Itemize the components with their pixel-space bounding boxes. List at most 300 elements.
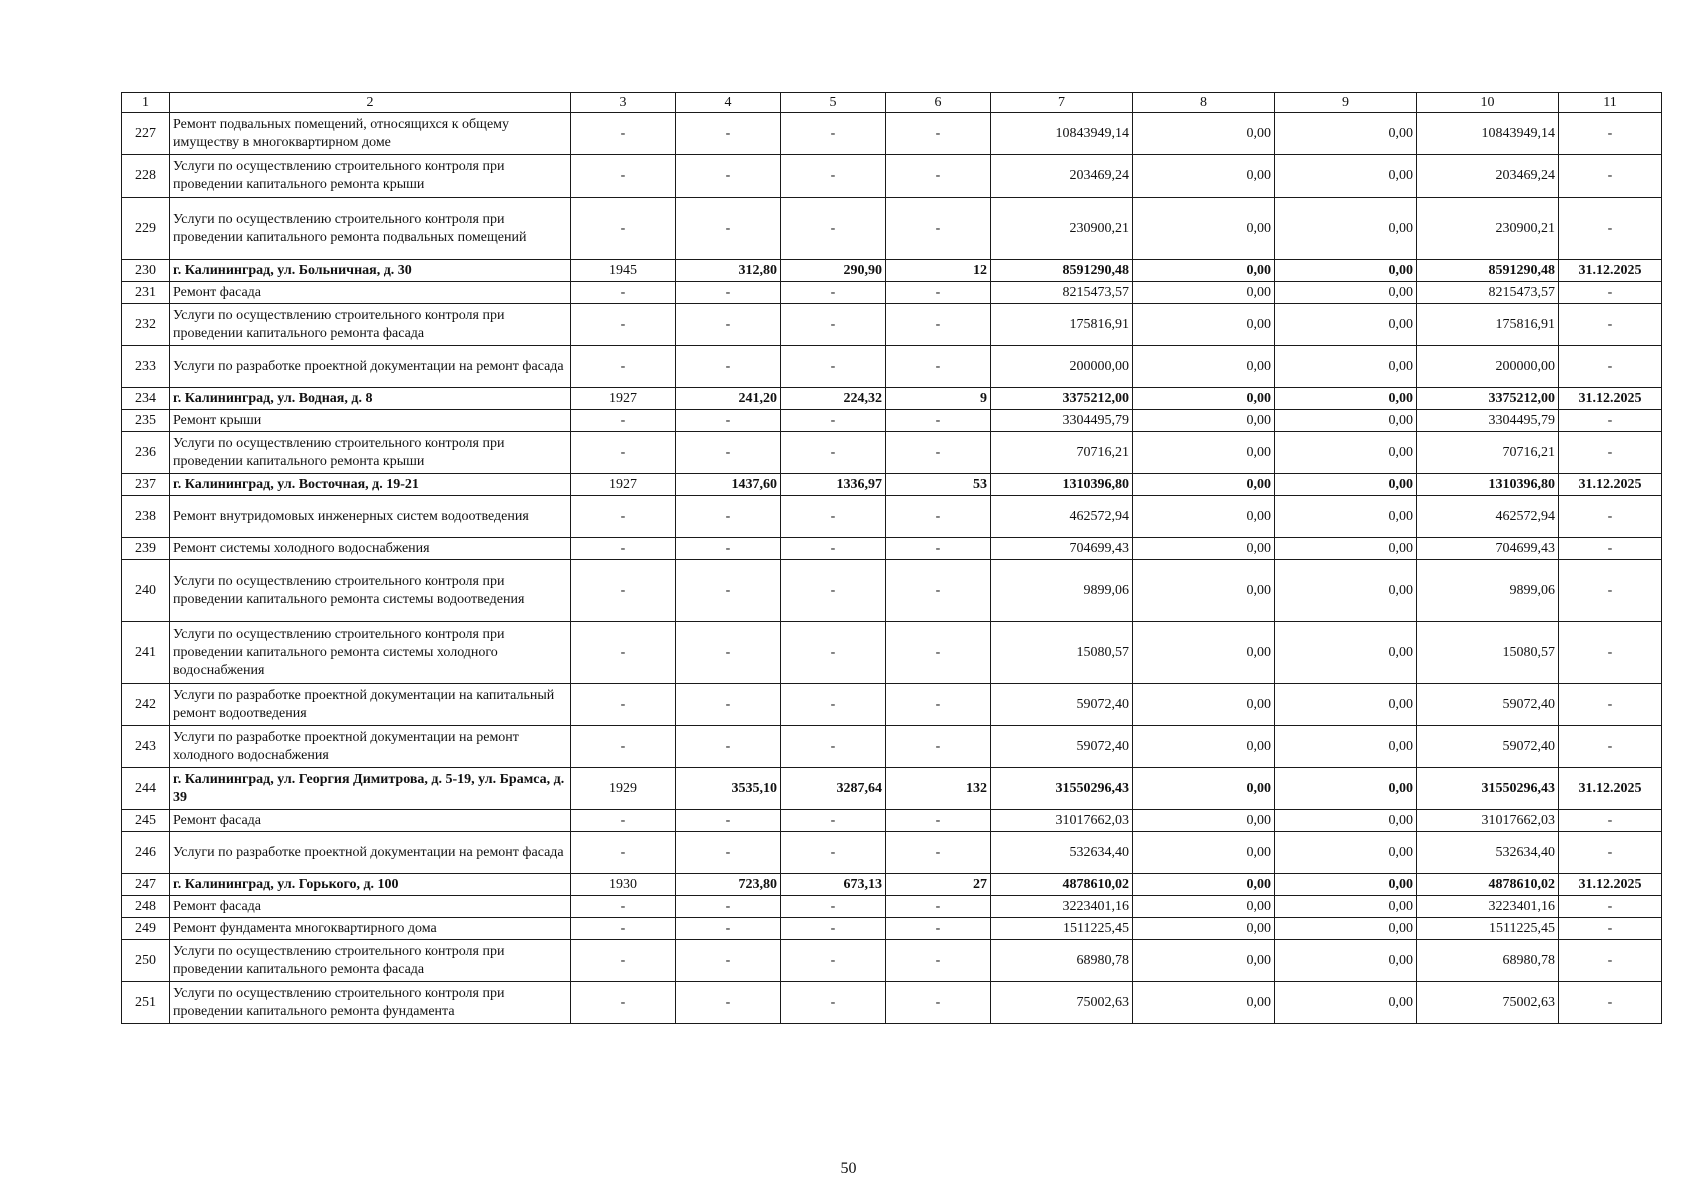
col-6-value: - bbox=[886, 496, 991, 538]
col-3-value: 1927 bbox=[571, 474, 676, 496]
col-9-value: 0,00 bbox=[1275, 560, 1417, 622]
col-8-value: 0,00 bbox=[1133, 810, 1275, 832]
col-4-value: - bbox=[676, 684, 781, 726]
col-5-value: 290,90 bbox=[781, 260, 886, 282]
col-7-value: 175816,91 bbox=[991, 304, 1133, 346]
row-number: 233 bbox=[122, 346, 170, 388]
col-5-value: - bbox=[781, 560, 886, 622]
work-row bbox=[122, 304, 1662, 346]
col-5-value: - bbox=[781, 896, 886, 918]
col-5-value: - bbox=[781, 832, 886, 874]
address-row bbox=[122, 260, 1662, 282]
col-4-value: - bbox=[676, 982, 781, 1024]
work-description: Услуги по осуществлению строительного контроля при проведении капитального ремонта фундамента bbox=[170, 982, 571, 1024]
col-8-value: 0,00 bbox=[1133, 474, 1275, 496]
work-row bbox=[122, 940, 1662, 982]
col-6-value: - bbox=[886, 155, 991, 198]
column-header: 8 bbox=[1133, 93, 1275, 113]
col-7-value: 31017662,03 bbox=[991, 810, 1133, 832]
col-9-value: 0,00 bbox=[1275, 474, 1417, 496]
col-4-value: 1437,60 bbox=[676, 474, 781, 496]
col-4-value: - bbox=[676, 622, 781, 684]
column-header: 3 bbox=[571, 93, 676, 113]
work-description: Ремонт фундамента многоквартирного дома bbox=[170, 918, 571, 940]
col-6-value: - bbox=[886, 832, 991, 874]
col-8-value: 0,00 bbox=[1133, 538, 1275, 560]
col-9-value: 0,00 bbox=[1275, 940, 1417, 982]
work-description: Услуги по осуществлению строительного контроля при проведении капитального ремонта системы холодного водоснабжения bbox=[170, 622, 571, 684]
col-8-value: 0,00 bbox=[1133, 260, 1275, 282]
col-8-value: 0,00 bbox=[1133, 410, 1275, 432]
work-description: Ремонт подвальных помещений, относящихся к общему имуществу в многоквартирном доме bbox=[170, 113, 571, 155]
work-description: Услуги по разработке проектной документации на ремонт холодного водоснабжения bbox=[170, 726, 571, 768]
table-body bbox=[122, 93, 1662, 1024]
col-9-value: 0,00 bbox=[1275, 982, 1417, 1024]
col-10-value: 31017662,03 bbox=[1417, 810, 1559, 832]
col-3-value: - bbox=[571, 832, 676, 874]
col-8-value: 0,00 bbox=[1133, 832, 1275, 874]
col-7-value: 3304495,79 bbox=[991, 410, 1133, 432]
col-5-value: - bbox=[781, 982, 886, 1024]
col-3-value: 1927 bbox=[571, 388, 676, 410]
col-3-value: - bbox=[571, 896, 676, 918]
col-11-value: - bbox=[1559, 113, 1662, 155]
col-3-value: - bbox=[571, 684, 676, 726]
col-11-value: - bbox=[1559, 538, 1662, 560]
row-number: 251 bbox=[122, 982, 170, 1024]
col-7-value: 75002,63 bbox=[991, 982, 1133, 1024]
col-7-value: 10843949,14 bbox=[991, 113, 1133, 155]
col-6-value: - bbox=[886, 684, 991, 726]
col-11-value: - bbox=[1559, 896, 1662, 918]
col-5-value: - bbox=[781, 940, 886, 982]
col-9-value: 0,00 bbox=[1275, 538, 1417, 560]
col-8-value: 0,00 bbox=[1133, 560, 1275, 622]
work-row bbox=[122, 726, 1662, 768]
work-description: Ремонт крыши bbox=[170, 410, 571, 432]
col-6-value: 12 bbox=[886, 260, 991, 282]
col-8-value: 0,00 bbox=[1133, 982, 1275, 1024]
work-description: Ремонт фасада bbox=[170, 810, 571, 832]
col-7-value: 59072,40 bbox=[991, 684, 1133, 726]
col-6-value: - bbox=[886, 346, 991, 388]
work-row bbox=[122, 810, 1662, 832]
col-10-value: 175816,91 bbox=[1417, 304, 1559, 346]
col-11-value: - bbox=[1559, 346, 1662, 388]
col-6-value: - bbox=[886, 113, 991, 155]
col-4-value: - bbox=[676, 155, 781, 198]
col-10-value: 230900,21 bbox=[1417, 198, 1559, 260]
row-number: 248 bbox=[122, 896, 170, 918]
col-9-value: 0,00 bbox=[1275, 768, 1417, 810]
col-8-value: 0,00 bbox=[1133, 768, 1275, 810]
col-10-value: 8591290,48 bbox=[1417, 260, 1559, 282]
work-row bbox=[122, 155, 1662, 198]
col-8-value: 0,00 bbox=[1133, 918, 1275, 940]
col-3-value: - bbox=[571, 282, 676, 304]
row-number: 227 bbox=[122, 113, 170, 155]
col-7-value: 1310396,80 bbox=[991, 474, 1133, 496]
col-3-value: - bbox=[571, 113, 676, 155]
column-header: 9 bbox=[1275, 93, 1417, 113]
col-10-value: 70716,21 bbox=[1417, 432, 1559, 474]
col-10-value: 3304495,79 bbox=[1417, 410, 1559, 432]
col-6-value: - bbox=[886, 538, 991, 560]
col-11-value: - bbox=[1559, 940, 1662, 982]
col-7-value: 8591290,48 bbox=[991, 260, 1133, 282]
col-3-value: - bbox=[571, 982, 676, 1024]
col-11-value: - bbox=[1559, 684, 1662, 726]
col-6-value: - bbox=[886, 282, 991, 304]
column-number-header-row bbox=[122, 93, 1662, 113]
col-5-value: - bbox=[781, 155, 886, 198]
col-3-value: 1930 bbox=[571, 874, 676, 896]
col-7-value: 1511225,45 bbox=[991, 918, 1133, 940]
col-5-value: - bbox=[781, 726, 886, 768]
work-description: Ремонт фасада bbox=[170, 896, 571, 918]
work-row bbox=[122, 496, 1662, 538]
col-10-value: 532634,40 bbox=[1417, 832, 1559, 874]
col-5-value: - bbox=[781, 622, 886, 684]
col-10-value: 8215473,57 bbox=[1417, 282, 1559, 304]
work-description: г. Калининград, ул. Больничная, д. 30 bbox=[170, 260, 571, 282]
work-row bbox=[122, 538, 1662, 560]
work-description: Услуги по разработке проектной документации на ремонт фасада bbox=[170, 832, 571, 874]
col-9-value: 0,00 bbox=[1275, 198, 1417, 260]
col-6-value: - bbox=[886, 410, 991, 432]
col-7-value: 9899,06 bbox=[991, 560, 1133, 622]
col-4-value: - bbox=[676, 940, 781, 982]
row-number: 246 bbox=[122, 832, 170, 874]
col-7-value: 70716,21 bbox=[991, 432, 1133, 474]
work-description: Услуги по осуществлению строительного контроля при проведении капитального ремонта фасада bbox=[170, 940, 571, 982]
work-description: г. Калининград, ул. Водная, д. 8 bbox=[170, 388, 571, 410]
col-5-value: - bbox=[781, 282, 886, 304]
work-description: Услуги по осуществлению строительного контроля при проведении капитального ремонта системы водоотведения bbox=[170, 560, 571, 622]
address-row bbox=[122, 388, 1662, 410]
col-4-value: - bbox=[676, 282, 781, 304]
row-number: 232 bbox=[122, 304, 170, 346]
col-11-value: - bbox=[1559, 432, 1662, 474]
col-9-value: 0,00 bbox=[1275, 896, 1417, 918]
col-11-value: 31.12.2025 bbox=[1559, 874, 1662, 896]
col-10-value: 4878610,02 bbox=[1417, 874, 1559, 896]
work-description: Услуги по разработке проектной документации на капитальный ремонт водоотведения bbox=[170, 684, 571, 726]
address-row bbox=[122, 474, 1662, 496]
col-8-value: 0,00 bbox=[1133, 282, 1275, 304]
col-11-value: - bbox=[1559, 560, 1662, 622]
col-8-value: 0,00 bbox=[1133, 198, 1275, 260]
col-5-value: - bbox=[781, 304, 886, 346]
col-6-value: - bbox=[886, 940, 991, 982]
work-description: Услуги по осуществлению строительного контроля при проведении капитального ремонта крыши bbox=[170, 432, 571, 474]
col-10-value: 200000,00 bbox=[1417, 346, 1559, 388]
col-4-value: 241,20 bbox=[676, 388, 781, 410]
col-9-value: 0,00 bbox=[1275, 155, 1417, 198]
col-8-value: 0,00 bbox=[1133, 304, 1275, 346]
work-description: Услуги по разработке проектной документации на ремонт фасада bbox=[170, 346, 571, 388]
col-9-value: 0,00 bbox=[1275, 113, 1417, 155]
col-9-value: 0,00 bbox=[1275, 410, 1417, 432]
repair-schedule-table bbox=[121, 92, 1662, 1024]
col-3-value: - bbox=[571, 622, 676, 684]
col-5-value: - bbox=[781, 538, 886, 560]
col-4-value: - bbox=[676, 432, 781, 474]
col-11-value: - bbox=[1559, 622, 1662, 684]
address-row bbox=[122, 874, 1662, 896]
row-number: 241 bbox=[122, 622, 170, 684]
row-number: 235 bbox=[122, 410, 170, 432]
work-row bbox=[122, 113, 1662, 155]
col-4-value: - bbox=[676, 113, 781, 155]
col-3-value: 1945 bbox=[571, 260, 676, 282]
col-4-value: - bbox=[676, 346, 781, 388]
col-9-value: 0,00 bbox=[1275, 874, 1417, 896]
col-6-value: 27 bbox=[886, 874, 991, 896]
col-6-value: - bbox=[886, 198, 991, 260]
col-9-value: 0,00 bbox=[1275, 810, 1417, 832]
col-9-value: 0,00 bbox=[1275, 388, 1417, 410]
col-8-value: 0,00 bbox=[1133, 113, 1275, 155]
row-number: 250 bbox=[122, 940, 170, 982]
col-6-value: - bbox=[886, 918, 991, 940]
col-4-value: - bbox=[676, 726, 781, 768]
column-header: 5 bbox=[781, 93, 886, 113]
col-10-value: 9899,06 bbox=[1417, 560, 1559, 622]
col-4-value: - bbox=[676, 918, 781, 940]
col-3-value: - bbox=[571, 940, 676, 982]
col-6-value: - bbox=[886, 622, 991, 684]
col-6-value: - bbox=[886, 810, 991, 832]
col-8-value: 0,00 bbox=[1133, 432, 1275, 474]
column-header: 10 bbox=[1417, 93, 1559, 113]
col-7-value: 31550296,43 bbox=[991, 768, 1133, 810]
col-6-value: 132 bbox=[886, 768, 991, 810]
row-number: 244 bbox=[122, 768, 170, 810]
col-11-value: 31.12.2025 bbox=[1559, 388, 1662, 410]
work-row bbox=[122, 622, 1662, 684]
col-8-value: 0,00 bbox=[1133, 896, 1275, 918]
col-6-value: - bbox=[886, 560, 991, 622]
row-number: 243 bbox=[122, 726, 170, 768]
col-11-value: - bbox=[1559, 918, 1662, 940]
col-3-value: - bbox=[571, 198, 676, 260]
row-number: 239 bbox=[122, 538, 170, 560]
col-5-value: - bbox=[781, 684, 886, 726]
row-number: 228 bbox=[122, 155, 170, 198]
col-8-value: 0,00 bbox=[1133, 940, 1275, 982]
col-6-value: - bbox=[886, 726, 991, 768]
col-10-value: 3223401,16 bbox=[1417, 896, 1559, 918]
col-5-value: - bbox=[781, 113, 886, 155]
work-row bbox=[122, 684, 1662, 726]
col-11-value: - bbox=[1559, 155, 1662, 198]
row-number: 247 bbox=[122, 874, 170, 896]
col-9-value: 0,00 bbox=[1275, 918, 1417, 940]
col-6-value: - bbox=[886, 432, 991, 474]
column-header: 1 bbox=[122, 93, 170, 113]
address-row bbox=[122, 768, 1662, 810]
col-7-value: 200000,00 bbox=[991, 346, 1133, 388]
col-7-value: 8215473,57 bbox=[991, 282, 1133, 304]
col-11-value: - bbox=[1559, 282, 1662, 304]
work-description: Услуги по осуществлению строительного контроля при проведении капитального ремонта подвальных помещений bbox=[170, 198, 571, 260]
col-7-value: 3375212,00 bbox=[991, 388, 1133, 410]
col-4-value: - bbox=[676, 496, 781, 538]
col-7-value: 462572,94 bbox=[991, 496, 1133, 538]
col-6-value: 9 bbox=[886, 388, 991, 410]
col-3-value: - bbox=[571, 304, 676, 346]
col-3-value: - bbox=[571, 432, 676, 474]
col-10-value: 1511225,45 bbox=[1417, 918, 1559, 940]
col-5-value: - bbox=[781, 918, 886, 940]
col-5-value: 224,32 bbox=[781, 388, 886, 410]
col-5-value: 1336,97 bbox=[781, 474, 886, 496]
col-11-value: - bbox=[1559, 304, 1662, 346]
col-3-value: - bbox=[571, 538, 676, 560]
work-row bbox=[122, 346, 1662, 388]
col-7-value: 68980,78 bbox=[991, 940, 1133, 982]
col-5-value: - bbox=[781, 432, 886, 474]
col-3-value: - bbox=[571, 410, 676, 432]
col-8-value: 0,00 bbox=[1133, 684, 1275, 726]
col-3-value: - bbox=[571, 155, 676, 198]
col-8-value: 0,00 bbox=[1133, 346, 1275, 388]
col-11-value: - bbox=[1559, 832, 1662, 874]
col-4-value: 723,80 bbox=[676, 874, 781, 896]
work-row bbox=[122, 982, 1662, 1024]
row-number: 237 bbox=[122, 474, 170, 496]
row-number: 236 bbox=[122, 432, 170, 474]
work-description: Ремонт системы холодного водоснабжения bbox=[170, 538, 571, 560]
col-9-value: 0,00 bbox=[1275, 432, 1417, 474]
row-number: 245 bbox=[122, 810, 170, 832]
col-7-value: 3223401,16 bbox=[991, 896, 1133, 918]
column-header: 6 bbox=[886, 93, 991, 113]
col-6-value: - bbox=[886, 982, 991, 1024]
col-3-value: - bbox=[571, 726, 676, 768]
col-8-value: 0,00 bbox=[1133, 622, 1275, 684]
col-11-value: 31.12.2025 bbox=[1559, 474, 1662, 496]
col-4-value: - bbox=[676, 538, 781, 560]
work-description: Услуги по осуществлению строительного контроля при проведении капитального ремонта фасада bbox=[170, 304, 571, 346]
col-7-value: 532634,40 bbox=[991, 832, 1133, 874]
col-5-value: 673,13 bbox=[781, 874, 886, 896]
work-description: Услуги по осуществлению строительного контроля при проведении капитального ремонта крыши bbox=[170, 155, 571, 198]
col-10-value: 704699,43 bbox=[1417, 538, 1559, 560]
page-number: 50 bbox=[840, 1160, 857, 1177]
col-8-value: 0,00 bbox=[1133, 874, 1275, 896]
col-10-value: 203469,24 bbox=[1417, 155, 1559, 198]
col-11-value: - bbox=[1559, 810, 1662, 832]
work-row bbox=[122, 918, 1662, 940]
work-description: Ремонт фасада bbox=[170, 282, 571, 304]
work-description: г. Калининград, ул. Георгия Димитрова, д. 5-19, ул. Брамса, д. 39 bbox=[170, 768, 571, 810]
col-5-value: - bbox=[781, 496, 886, 538]
column-header: 11 bbox=[1559, 93, 1662, 113]
col-11-value: 31.12.2025 bbox=[1559, 768, 1662, 810]
col-9-value: 0,00 bbox=[1275, 304, 1417, 346]
col-10-value: 15080,57 bbox=[1417, 622, 1559, 684]
col-10-value: 3375212,00 bbox=[1417, 388, 1559, 410]
work-row bbox=[122, 560, 1662, 622]
work-row bbox=[122, 896, 1662, 918]
column-header: 2 bbox=[170, 93, 571, 113]
work-row bbox=[122, 282, 1662, 304]
col-9-value: 0,00 bbox=[1275, 346, 1417, 388]
column-header: 4 bbox=[676, 93, 781, 113]
col-3-value: - bbox=[571, 810, 676, 832]
col-7-value: 230900,21 bbox=[991, 198, 1133, 260]
work-row bbox=[122, 410, 1662, 432]
work-row bbox=[122, 432, 1662, 474]
col-10-value: 59072,40 bbox=[1417, 726, 1559, 768]
col-7-value: 15080,57 bbox=[991, 622, 1133, 684]
col-11-value: - bbox=[1559, 410, 1662, 432]
col-11-value: - bbox=[1559, 982, 1662, 1024]
col-3-value: - bbox=[571, 918, 676, 940]
col-4-value: - bbox=[676, 410, 781, 432]
col-7-value: 59072,40 bbox=[991, 726, 1133, 768]
col-7-value: 203469,24 bbox=[991, 155, 1133, 198]
col-11-value: - bbox=[1559, 496, 1662, 538]
row-number: 234 bbox=[122, 388, 170, 410]
col-4-value: - bbox=[676, 810, 781, 832]
work-description: Ремонт внутридомовых инженерных систем водоотведения bbox=[170, 496, 571, 538]
col-5-value: 3287,64 bbox=[781, 768, 886, 810]
row-number: 242 bbox=[122, 684, 170, 726]
col-9-value: 0,00 bbox=[1275, 282, 1417, 304]
col-9-value: 0,00 bbox=[1275, 684, 1417, 726]
col-3-value: - bbox=[571, 496, 676, 538]
col-10-value: 10843949,14 bbox=[1417, 113, 1559, 155]
row-number: 249 bbox=[122, 918, 170, 940]
col-11-value: 31.12.2025 bbox=[1559, 260, 1662, 282]
col-11-value: - bbox=[1559, 726, 1662, 768]
col-9-value: 0,00 bbox=[1275, 496, 1417, 538]
col-11-value: - bbox=[1559, 198, 1662, 260]
work-row bbox=[122, 198, 1662, 260]
col-10-value: 462572,94 bbox=[1417, 496, 1559, 538]
col-7-value: 4878610,02 bbox=[991, 874, 1133, 896]
col-9-value: 0,00 bbox=[1275, 622, 1417, 684]
row-number: 240 bbox=[122, 560, 170, 622]
col-4-value: 312,80 bbox=[676, 260, 781, 282]
col-10-value: 1310396,80 bbox=[1417, 474, 1559, 496]
col-10-value: 75002,63 bbox=[1417, 982, 1559, 1024]
col-4-value: - bbox=[676, 896, 781, 918]
row-number: 231 bbox=[122, 282, 170, 304]
col-5-value: - bbox=[781, 198, 886, 260]
repair-table-container bbox=[121, 92, 1662, 1024]
row-number: 230 bbox=[122, 260, 170, 282]
col-10-value: 59072,40 bbox=[1417, 684, 1559, 726]
col-3-value: 1929 bbox=[571, 768, 676, 810]
col-9-value: 0,00 bbox=[1275, 832, 1417, 874]
col-7-value: 704699,43 bbox=[991, 538, 1133, 560]
col-5-value: - bbox=[781, 810, 886, 832]
row-number: 238 bbox=[122, 496, 170, 538]
col-6-value: 53 bbox=[886, 474, 991, 496]
col-6-value: - bbox=[886, 304, 991, 346]
work-description: г. Калининград, ул. Горького, д. 100 bbox=[170, 874, 571, 896]
col-3-value: - bbox=[571, 346, 676, 388]
col-4-value: 3535,10 bbox=[676, 768, 781, 810]
col-4-value: - bbox=[676, 560, 781, 622]
col-4-value: - bbox=[676, 832, 781, 874]
work-description: г. Калининград, ул. Восточная, д. 19-21 bbox=[170, 474, 571, 496]
col-3-value: - bbox=[571, 560, 676, 622]
